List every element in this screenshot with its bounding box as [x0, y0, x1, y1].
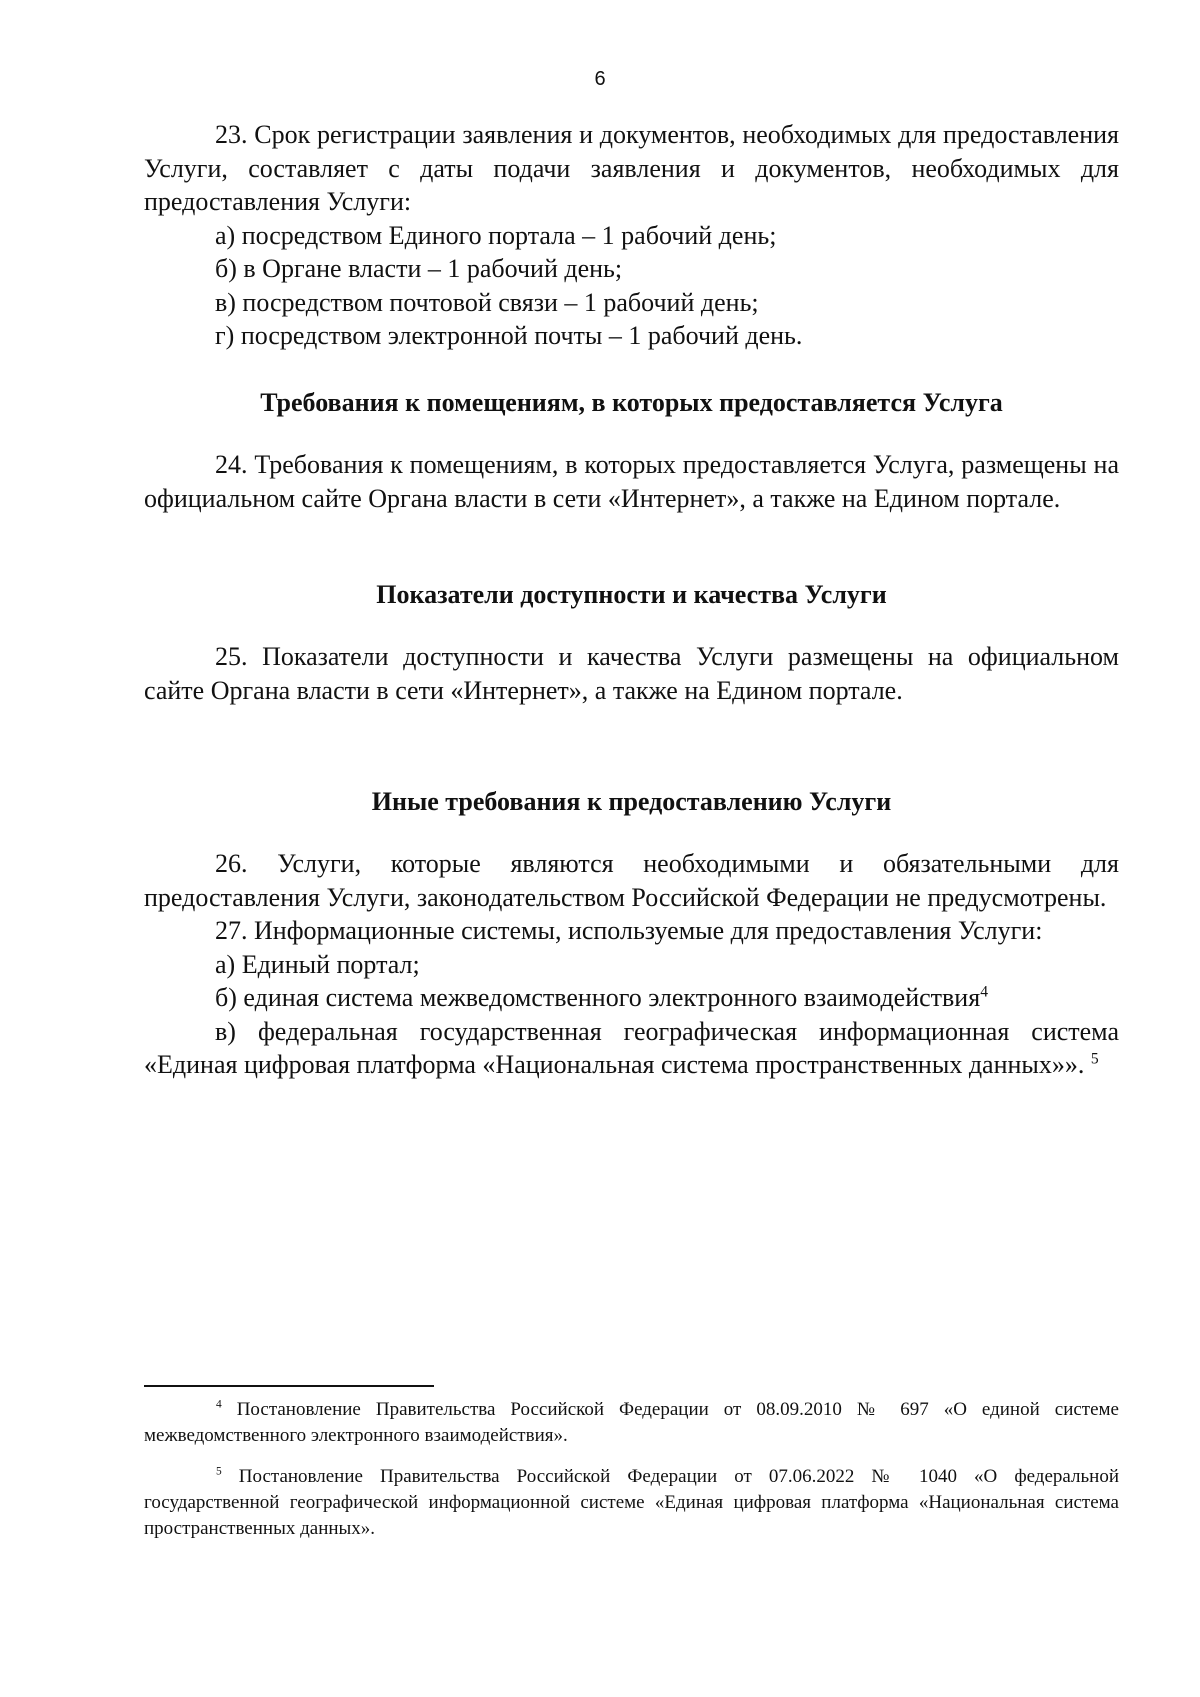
paragraph-24: 24. Требования к помещениям, в которых предоставляется Услуга, размещены на официальном сайте Органа власти в сети «Интернет», а также на Едином портале. [144, 450, 1119, 513]
section-23 [144, 118, 1119, 353]
list-item-27c [144, 1015, 1119, 1082]
footnote-ref-4[interactable]: 4 [980, 983, 988, 1001]
footnote-divider [144, 1385, 434, 1387]
list-item-27b-text: б) единая система межведомственного электронного взаимодействия [215, 983, 981, 1012]
footnote-5-number: 5 [216, 1465, 222, 1478]
heading-indicators: Показатели доступности и качества Услуги [376, 580, 887, 609]
list-item-23c: в) посредством почтовой связи – 1 рабочий день; [215, 287, 759, 317]
paragraph-26: 26. Услуги, которые являются необходимыми и обязательными для предоставления Услуги, законодательством Российской Федерации не предусмотрены. [144, 849, 1119, 912]
paragraph-25: 25. Показатели доступности и качества Услуги размещены на официальном сайте Органа власти в сети «Интернет», а также на Едином портале. [144, 642, 1119, 705]
list-item-23b: б) в Органе власти – 1 рабочий день; [215, 254, 623, 283]
heading-premises: Требования к помещениям, в которых предоставляется Услуга [260, 388, 1003, 417]
footnote-4 [144, 1397, 1119, 1449]
section-26-27 [144, 847, 1119, 1082]
page-number: 6 [594, 68, 606, 90]
footnote-ref-5[interactable]: 5 [1090, 1050, 1099, 1068]
list-item-23d: г) посредством электронной почты – 1 рабочий день. [215, 321, 803, 350]
footnote-5-text: Постановление Правительства Российской Федерации от 07.06.2022 № 1040 «О федеральной государственной географической информационной системе «Единая цифровая платформа «Национальная система пространственных данных». [144, 1466, 1119, 1539]
footnotes [144, 1397, 1119, 1542]
footnote-4-text: Постановление Правительства Российской Федерации от 08.09.2010 № 697 «О единой системе межведомственного электронного взаимодействия». [144, 1399, 1119, 1446]
list-item-27a: а) Единый портал; [215, 949, 420, 979]
paragraph-23: 23. Срок регистрации заявления и документов, необходимых для предоставления Услуги, составляет с даты подачи заявления и документов, необходимых для предоставления Услуги: [144, 120, 1119, 216]
list-item-27c-text: в) федеральная государственная географическая информационная система «Единая цифровая платформа «Национальная система пространственных данных»». [144, 1016, 1119, 1079]
list-item-23a: а) посредством Единого портала – 1 рабочий день; [215, 220, 777, 250]
footnote-5 [144, 1464, 1119, 1542]
list-item-27b [144, 981, 1119, 1015]
heading-other-requirements: Иные требования к предоставлению Услуги [371, 787, 892, 816]
footnote-4-number: 4 [216, 1398, 222, 1411]
paragraph-27: 27. Информационные системы, используемые для предоставления Услуги: [215, 916, 1043, 945]
